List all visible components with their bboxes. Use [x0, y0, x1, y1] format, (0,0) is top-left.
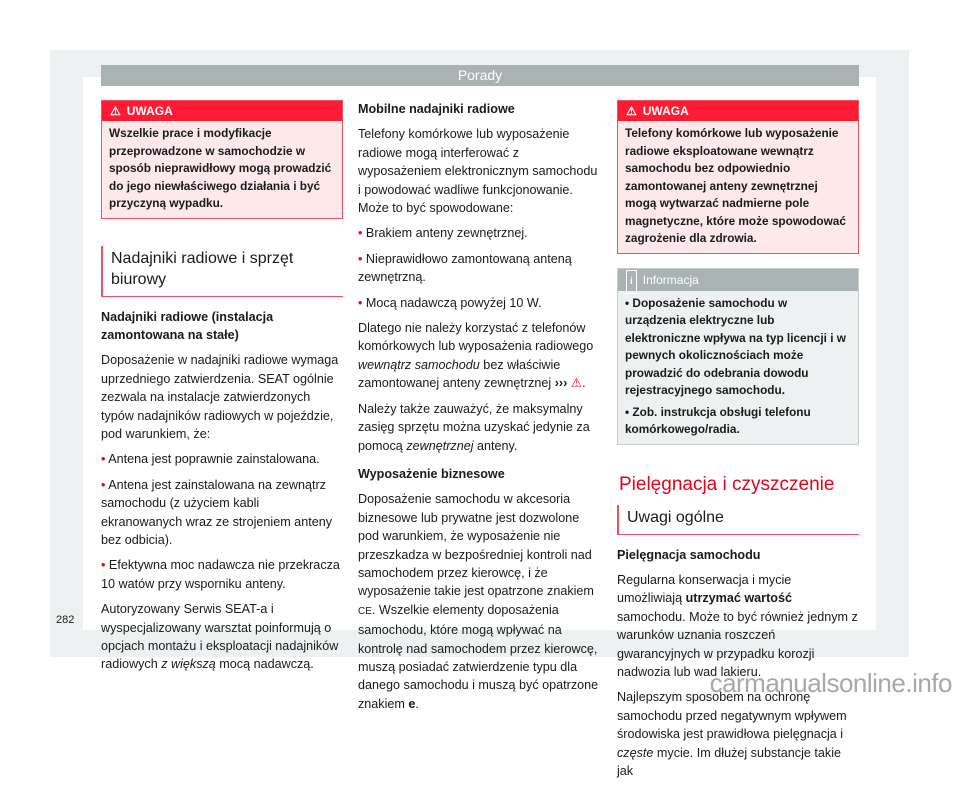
subheading: Nadajniki radiowe (instalacja zamontowana na stałe): [101, 309, 274, 342]
info-item: • Zob. instrukcja obsługi telefonu komórkowego/radia.: [625, 404, 811, 436]
e-mark: e: [408, 696, 416, 711]
page-number: 282: [56, 614, 75, 626]
paragraph: Autoryzowany Serwis SEAT-a i wyspecjalizowany warsztat poinformują o opcjach montażu i eksploatacji nadajników radiowych z większą mocą nadawczą.: [101, 602, 339, 672]
left-column: [101, 100, 343, 681]
list-item: • Nieprawidłowo zamontowaną anteną zewnętrzną.: [358, 251, 572, 285]
paragraph: Dlatego nie należy korzystać z telefonów komórkowych lub wyposażenia radiowego wewnątrz samochodu bez właściwie zamontowanej anteny zewnętrznej ››› ⚠.: [358, 321, 594, 391]
section-title: Nadajniki radiowe i sprzęt biurowy: [101, 246, 343, 297]
paragraph: Doposażenie samochodu w akcesoria biznesowe lub prywatne jest dozwolone pod warunkiem, że wyposażenie nie przeszkadza w bezpośredniej kontroli nad samochodem przez kierowcę, i że wyposażenie takie jest opatrzone znakiem CE. Wszelkie elementy doposażenia samochodu, które mogą wpływać na kontrolę nad samochodem przez kierowcę, muszą posiadać zatwierdzenie typu dla danego samochodu i muszą być opatrzone znakiem e.: [358, 492, 599, 711]
warning-text: Telefony komórkowe lub wyposażenie radiowe eksploatowane wewnątrz samochodu bez odpowiednio zamontowanej anteny zewnętrznej mogą wytwarzać nadmierne pole magnetyczne, które może spowodować zagrożenie dla zdrowia.: [625, 126, 846, 245]
paragraph: Należy także zauważyć, że maksymalny zasięg sprzętu można uzyskać jedynie za pomocą zewnętrznej anteny.: [358, 401, 590, 453]
list-item: • Mocą nadawczą powyżej 10 W.: [358, 295, 542, 310]
ce-mark: CE: [358, 605, 372, 617]
cross-reference-link[interactable]: ›››: [554, 376, 568, 391]
warning-triangle-icon: ⚠: [570, 376, 583, 391]
paragraph: Najlepszym sposobem na ochronę samochodu przed negatywnym wpływem środowiska jest prawidłowa pielęgnacja i częste mycie. Im dłużej substancje takie jak: [617, 690, 847, 778]
warning-header: ⚠ UWAGA: [618, 101, 858, 121]
warning-header: [102, 101, 342, 121]
watermark: carmanualsonline.info: [709, 668, 952, 698]
subheading: Mobilne nadajniki radiowe: [358, 102, 515, 116]
warning-box: [617, 100, 859, 254]
warning-text: Wszelkie prace i modyfikacje przeprowadzone w samochodzie w sposób nieprawidłowy mogą prowadzić do jego niewłaściwego działania i być przyczyną wypadku.: [109, 126, 332, 210]
paragraph: Telefony komórkowe lub wyposażenie radiowe mogą interferować z wyposażeniem elektronicznym samochodu i powodować wadliwe funkcjonowanie. Może to być spowodowane:: [358, 127, 598, 216]
subheading: Wyposażenie biznesowe: [358, 466, 505, 481]
warning-triangle-icon: ⚠: [626, 104, 637, 118]
section-title: Uwagi ogólne: [617, 505, 859, 535]
warning-triangle-icon: ⚠: [110, 104, 121, 118]
list-item: • Antena jest poprawnie zainstalowana.: [101, 452, 320, 467]
page-header: Porady: [101, 65, 859, 86]
middle-column: [358, 100, 600, 720]
info-icon: i: [626, 270, 637, 294]
list-item: • Efektywna moc nadawcza nie przekracza 10 watów przy wsporniku anteny.: [101, 558, 340, 591]
list-item: • Brakiem anteny zewnętrznej.: [358, 226, 528, 241]
subheading: Pielęgnacja samochodu: [617, 547, 761, 562]
list-item: • Antena jest zainstalowana na zewnątrz samochodu (z użyciem kabli ekranowanych wraz ze strojeniem anteny bez odbicia).: [101, 477, 332, 547]
chapter-title: Pielęgnacja i czyszczenie: [619, 473, 835, 495]
paragraph: Doposażenie w nadajniki radiowe wymaga uprzedniego zatwierdzenia. SEAT ogólnie zezwala na instalacje zatwierdzonych typów nadajników radiowych w pojeździe, pod warunkiem, że:: [101, 353, 339, 441]
info-header: i Informacja: [618, 269, 858, 291]
info-item: • Doposażenie samochodu w urządzenia elektryczne lub elektroniczne wpływa na typ licencji i w pewnych okolicznościach może prowadzić do odebrania dowodu rejestracyjnego samochodu.: [625, 295, 846, 397]
info-box: [617, 268, 859, 445]
paragraph: Regularna konserwacja i mycie umożliwiają utrzymać wartość samochodu. Może to być również jednym z warunków uznania roszczeń gwarancyjnych w przypadku korozji nadwozia lub wad lakieru.: [617, 572, 858, 679]
warning-title: UWAGA: [126, 104, 173, 118]
warning-box: [101, 100, 343, 219]
